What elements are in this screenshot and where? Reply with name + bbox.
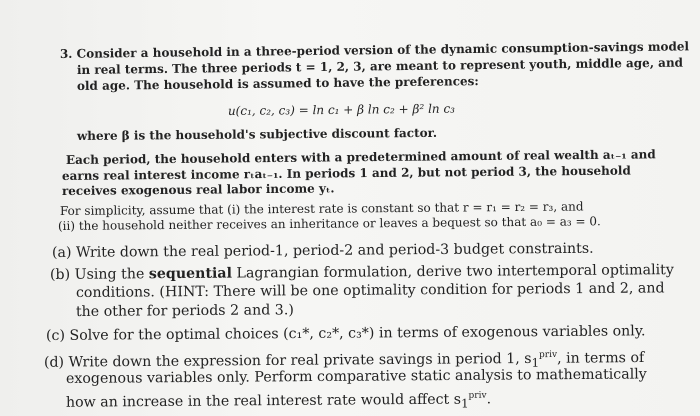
part-d-line-1: (d) Write down the expression for real private savings in period 1, $s_1^{priv}$, in terms of bbox=[43, 349, 645, 371]
wealth-line-2: earns real interest income rₜaₜ₋₁. In periods 1 and 2, but not period 3, the household bbox=[61, 163, 631, 184]
part-c: (c) Solve for the optimal choices (c₁*, c₂*, c₃*) in terms of exogenous variables only. bbox=[45, 323, 646, 344]
sequential-emphasis: sequential bbox=[148, 265, 233, 283]
part-a: (a) Write down the real period-1, period-2 and period-3 budget constraints. bbox=[51, 240, 594, 261]
problem-intro-line-3: old age. The household is assumed to have the preferences: bbox=[76, 74, 479, 94]
problem-intro-line-1: 3. Consider a household in a three-period version of the dynamic consumption-savings model bbox=[59, 39, 690, 62]
savings-subscript: 1 bbox=[531, 355, 540, 370]
part-d-line-2: exogenous variables only. Perform comparative static analysis to mathematically bbox=[65, 366, 647, 387]
wealth-line-1: Each period, the household enters with a predetermined amount of real wealth aₜ₋₁ and bbox=[65, 147, 656, 168]
part-b-line-1: (b) Using the sequential Lagrangian formulation, derive two intertemporal optimality bbox=[49, 262, 674, 283]
part-d-line-3: how an increase in the real interest rate would affect $s_1^{priv}$. bbox=[65, 390, 492, 411]
simplicity-line-1: For simplicity, assume that (i) the interest rate is constant so that r = r₁ = r₂ = r₃, and bbox=[59, 199, 584, 219]
part-b-line-3: the other for periods 2 and 3.) bbox=[75, 302, 294, 320]
simplicity-line-2: (ii) the household neither receives an inheritance or leaves a bequest so that a₀ = a₃ = 0. bbox=[57, 214, 601, 234]
wealth-line-3: receives exogenous real labor income yₜ. bbox=[61, 181, 335, 199]
problem-intro-line-2: in real terms. The three periods t = 1, 2, 3, are meant to represent youth, middle age, and bbox=[76, 55, 684, 78]
savings-superscript: priv bbox=[538, 349, 558, 361]
part-b-line-2: conditions. (HINT: There will be one optimality condition for periods 1 and 2, and bbox=[75, 280, 665, 301]
problem-number: 3. bbox=[59, 46, 73, 62]
discount-factor-note: where β is the household's subjective discount factor. bbox=[76, 125, 438, 144]
utility-equation: u(c₁, c₂, c₃) = ln c₁ + β ln c₂ + β² ln c₃ bbox=[227, 101, 456, 119]
